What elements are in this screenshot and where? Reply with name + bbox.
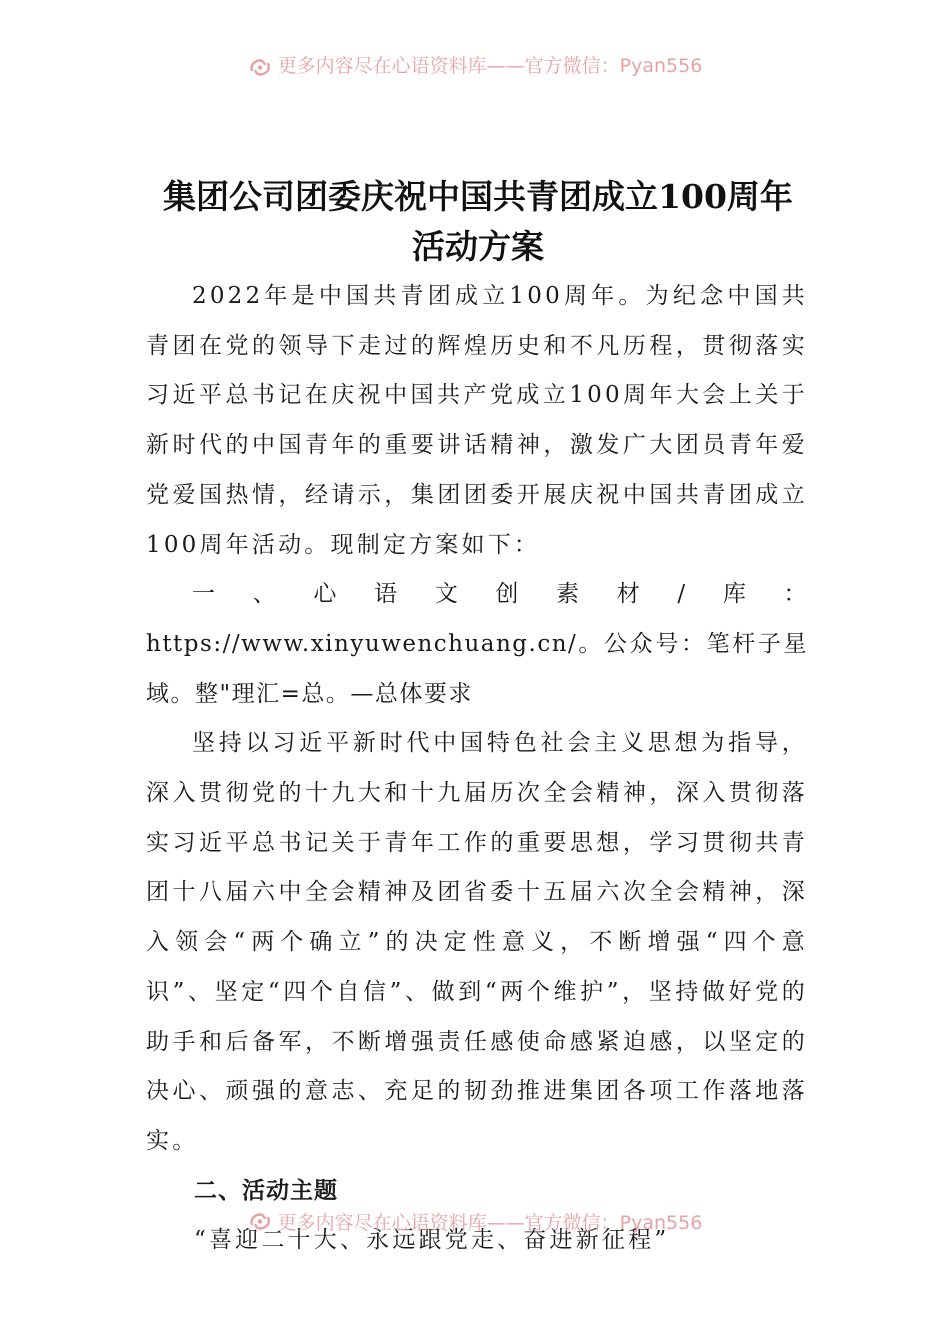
intro-paragraph: 2022年是中国共青团成立100周年。为纪念中国共青团在党的领导下走过的辉煌历史和不凡历程，贯彻落实习近平总书记在庆祝中国共产党成立100周年大会上关于新时代的中国青年的重要讲话精神，激发广大团员青年爱党爱国热情，经请示，集团团委开展庆祝中国共青团成立100周年活动。现制定方案如下： [146, 283, 808, 558]
document-title: 集团公司团委庆祝中国共青团成立100周年活动方案 [163, 177, 793, 266]
watermark-footer [0, 1208, 950, 1234]
watermark-logo-icon [248, 1210, 272, 1232]
watermark-header [0, 54, 950, 78]
section2-theme: “喜迎二十大、永远跟党走、奋进新征程” [194, 1227, 670, 1254]
watermark-text: 更多内容尽在心语资料库——官方微信：Pyan556 [277, 1211, 703, 1234]
watermark-text: 更多内容尽在心语资料库——官方微信：Pyan556 [277, 55, 703, 77]
watermark-logo-icon [248, 56, 272, 78]
section1-line: 一、心语文创素材/库：https://www.xinyuwenchuang.cn/。公众号：笔杆子星域。整"理汇=总。—总体要求 [146, 581, 808, 707]
document-body [146, 272, 808, 1266]
section2-heading: 二、活动主题 [194, 1177, 338, 1204]
section1-body: 坚持以习近平新时代中国特色社会主义思想为指导，深入贯彻党的十九大和十九届历次全会精神，深入贯彻落实习近平总书记关于青年工作的重要思想，学习贯彻共青团十八届六中全会精神及团省委十五届六次全会精神，深入领会“两个确立”的决定性意义，不断增强“四个意识”、坚定“四个自信”、做到“两个维护”，坚持做好党的助手和后备军，不断增强责任感使命感紧迫感，以坚定的决心、顽强的意志、充足的韧劲推进集团各项工作落地落实。 [146, 730, 808, 1154]
